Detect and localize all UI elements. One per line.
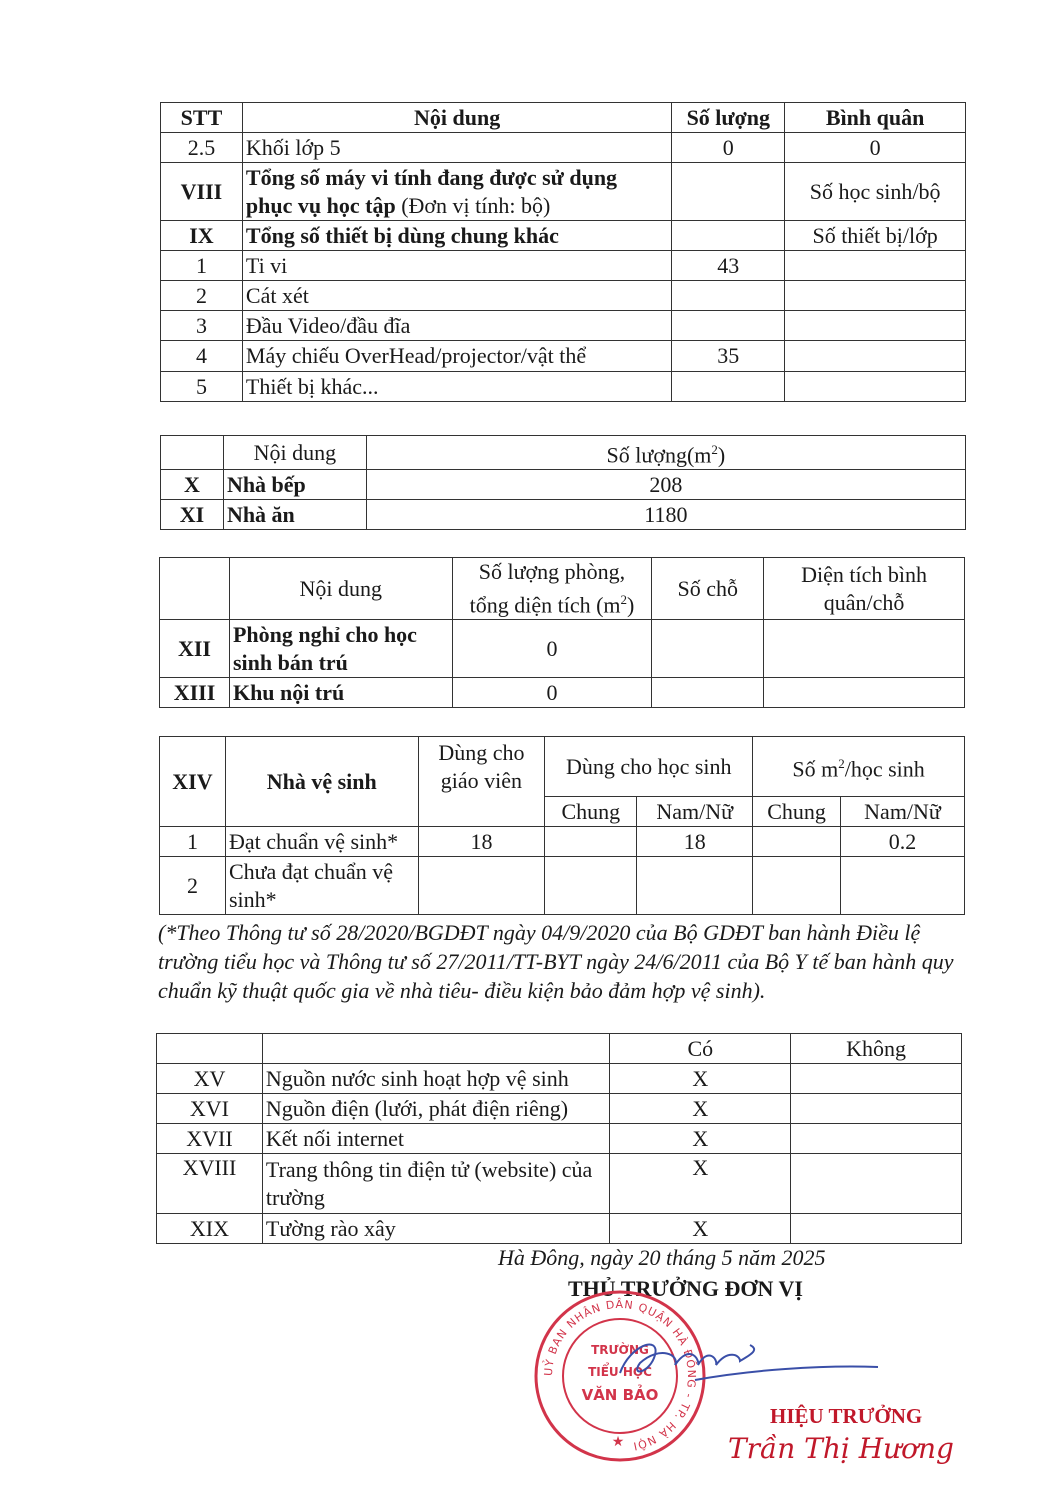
place-date: Hà Đông, ngày 20 tháng 5 năm 2025 [498, 1245, 826, 1270]
table-row: XIII Khu nội trú 0 [160, 678, 965, 708]
table-row: 2.5 Khối lớp 5 0 0 [161, 133, 966, 163]
kitchen-table: Nội dung Số $lượng(m^2)$ X Nhà bếp 208 XI Nhà ăn 1180 [160, 435, 966, 530]
table-row: VIII Tổng số máy vi tính đang được sử dụng phục vụ học tập (Đơn vị tính: bộ) Số học sinh/bộ [161, 163, 966, 221]
header-content: Nội dung [242, 103, 671, 133]
table-row: 1 Đạt chuẩn vệ sinh* 18 18 0.2 [160, 827, 965, 857]
avg-area-header: Diện tích bình quân/chỗ [764, 558, 965, 620]
per-student-header: Số $m^2$/học sinh [753, 737, 965, 797]
svg-text:★: ★ [611, 1435, 625, 1450]
table-row: 2 Cát xét [161, 281, 966, 311]
svg-text:VĂN BẢO: VĂN BẢO [581, 1386, 659, 1404]
computers-cell: Tổng số máy vi tính đang được sử dụng phục vụ học tập (Đơn vị tính: bộ) [242, 163, 671, 221]
table-row: 1 Ti vi 43 [161, 251, 966, 281]
equipment-table [160, 102, 966, 402]
table-row: 5 Thiết bị khác... [161, 372, 966, 402]
unit-head-title: THỦ TRƯỞNG ĐƠN VỊ [568, 1276, 803, 1301]
table-row: XIX Tường rào xây X [157, 1214, 962, 1244]
toilet-table: XIV Nhà vệ sinh Dùng cho giáo viên Dùng cho học sinh Số $m^2$/học sinh Chung Nam/Nữ Chung Nam/Nữ 1 Đạt chuẩn vệ sinh* 18 18 0.2 2 Chưa đạt chuẩn vệ sinh* [159, 736, 965, 915]
table-row: XVII Kết nối internet X [157, 1124, 962, 1154]
table-row: IX Tổng số thiết bị dùng chung khác Số thiết bị/lớp [161, 221, 966, 251]
teachers-header: Dùng cho giáo viên [418, 737, 545, 827]
svg-text:TIỂU HỌC: TIỂU HỌC [588, 1365, 652, 1379]
table-row: XI Nhà ăn 1180 [161, 500, 966, 530]
table-row: XV Nguồn nước sinh hoạt hợp vệ sinh X [157, 1064, 962, 1094]
svg-text:TRƯỜNG: TRƯỜNG [591, 1343, 649, 1357]
header-qty: Số lượng [672, 103, 785, 133]
area-header: Số $lượng(m^2)$ [366, 436, 965, 470]
footnote: (*Theo Thông tư số 28/2020/BGDĐT ngày 04/9/2020 của Bộ GDĐT ban hành Điều lệ trường tiểu học và Thông tư số 27/2011/TT-BYT ngày 24/6/2011 của Bộ Y tế ban hành quy chuẩn kỹ thuật quốc gia về nhà tiêu- điều kiện bảo đảm hợp vệ sinh). [158, 920, 954, 1003]
facilities-table: Có Không XV Nguồn nước sinh hoạt hợp vệ sinh X XVI Nguồn điện (lưới, phát điện riêng) X XVII Kết nối internet X XVIII Trang thông tin điện tử (website) của trường X XIX Tường rào xây X [156, 1033, 962, 1244]
table-row: 4 Máy chiếu OverHead/projector/vật thể 35 [161, 341, 966, 372]
table-row: XVIII Trang thông tin điện tử (website) của trường X [157, 1154, 962, 1214]
boarding-table: Nội dung Số lượng phòng, tổng diện tích $(m^2)$ Số chỗ Diện tích bình quân/chỗ XII Phòng nghỉ cho học sinh bán trú 0 XIII Khu nội trú 0 [159, 557, 965, 708]
principal-name: Trần Thị Hương [728, 1432, 954, 1465]
table-row: X Nhà bếp 208 [161, 470, 966, 500]
principal-title: HIỆU TRƯỞNG [770, 1404, 923, 1428]
table-row: 3 Đầu Video/đầu đĩa [161, 311, 966, 341]
rooms-header: Số lượng phòng, tổng diện tích $(m^2)$ [452, 558, 652, 620]
header-avg: Bình quân [785, 103, 966, 133]
svg-text:UỶ BAN NHÂN DÂN QUẬN HÀ ĐÔNG -: UỶ BAN NHÂN DÂN QUẬN HÀ ĐÔNG - TP. HÀ NỘI [541, 1297, 699, 1453]
table-row: XVI Nguồn điện (lưới, phát điện riêng) X [157, 1094, 962, 1124]
signature [600, 1325, 900, 1395]
header-stt: STT [161, 103, 243, 133]
table-row: 2 Chưa đạt chuẩn vệ sinh* [160, 857, 965, 915]
table-row: XII Phòng nghỉ cho học sinh bán trú 0 [160, 620, 965, 678]
